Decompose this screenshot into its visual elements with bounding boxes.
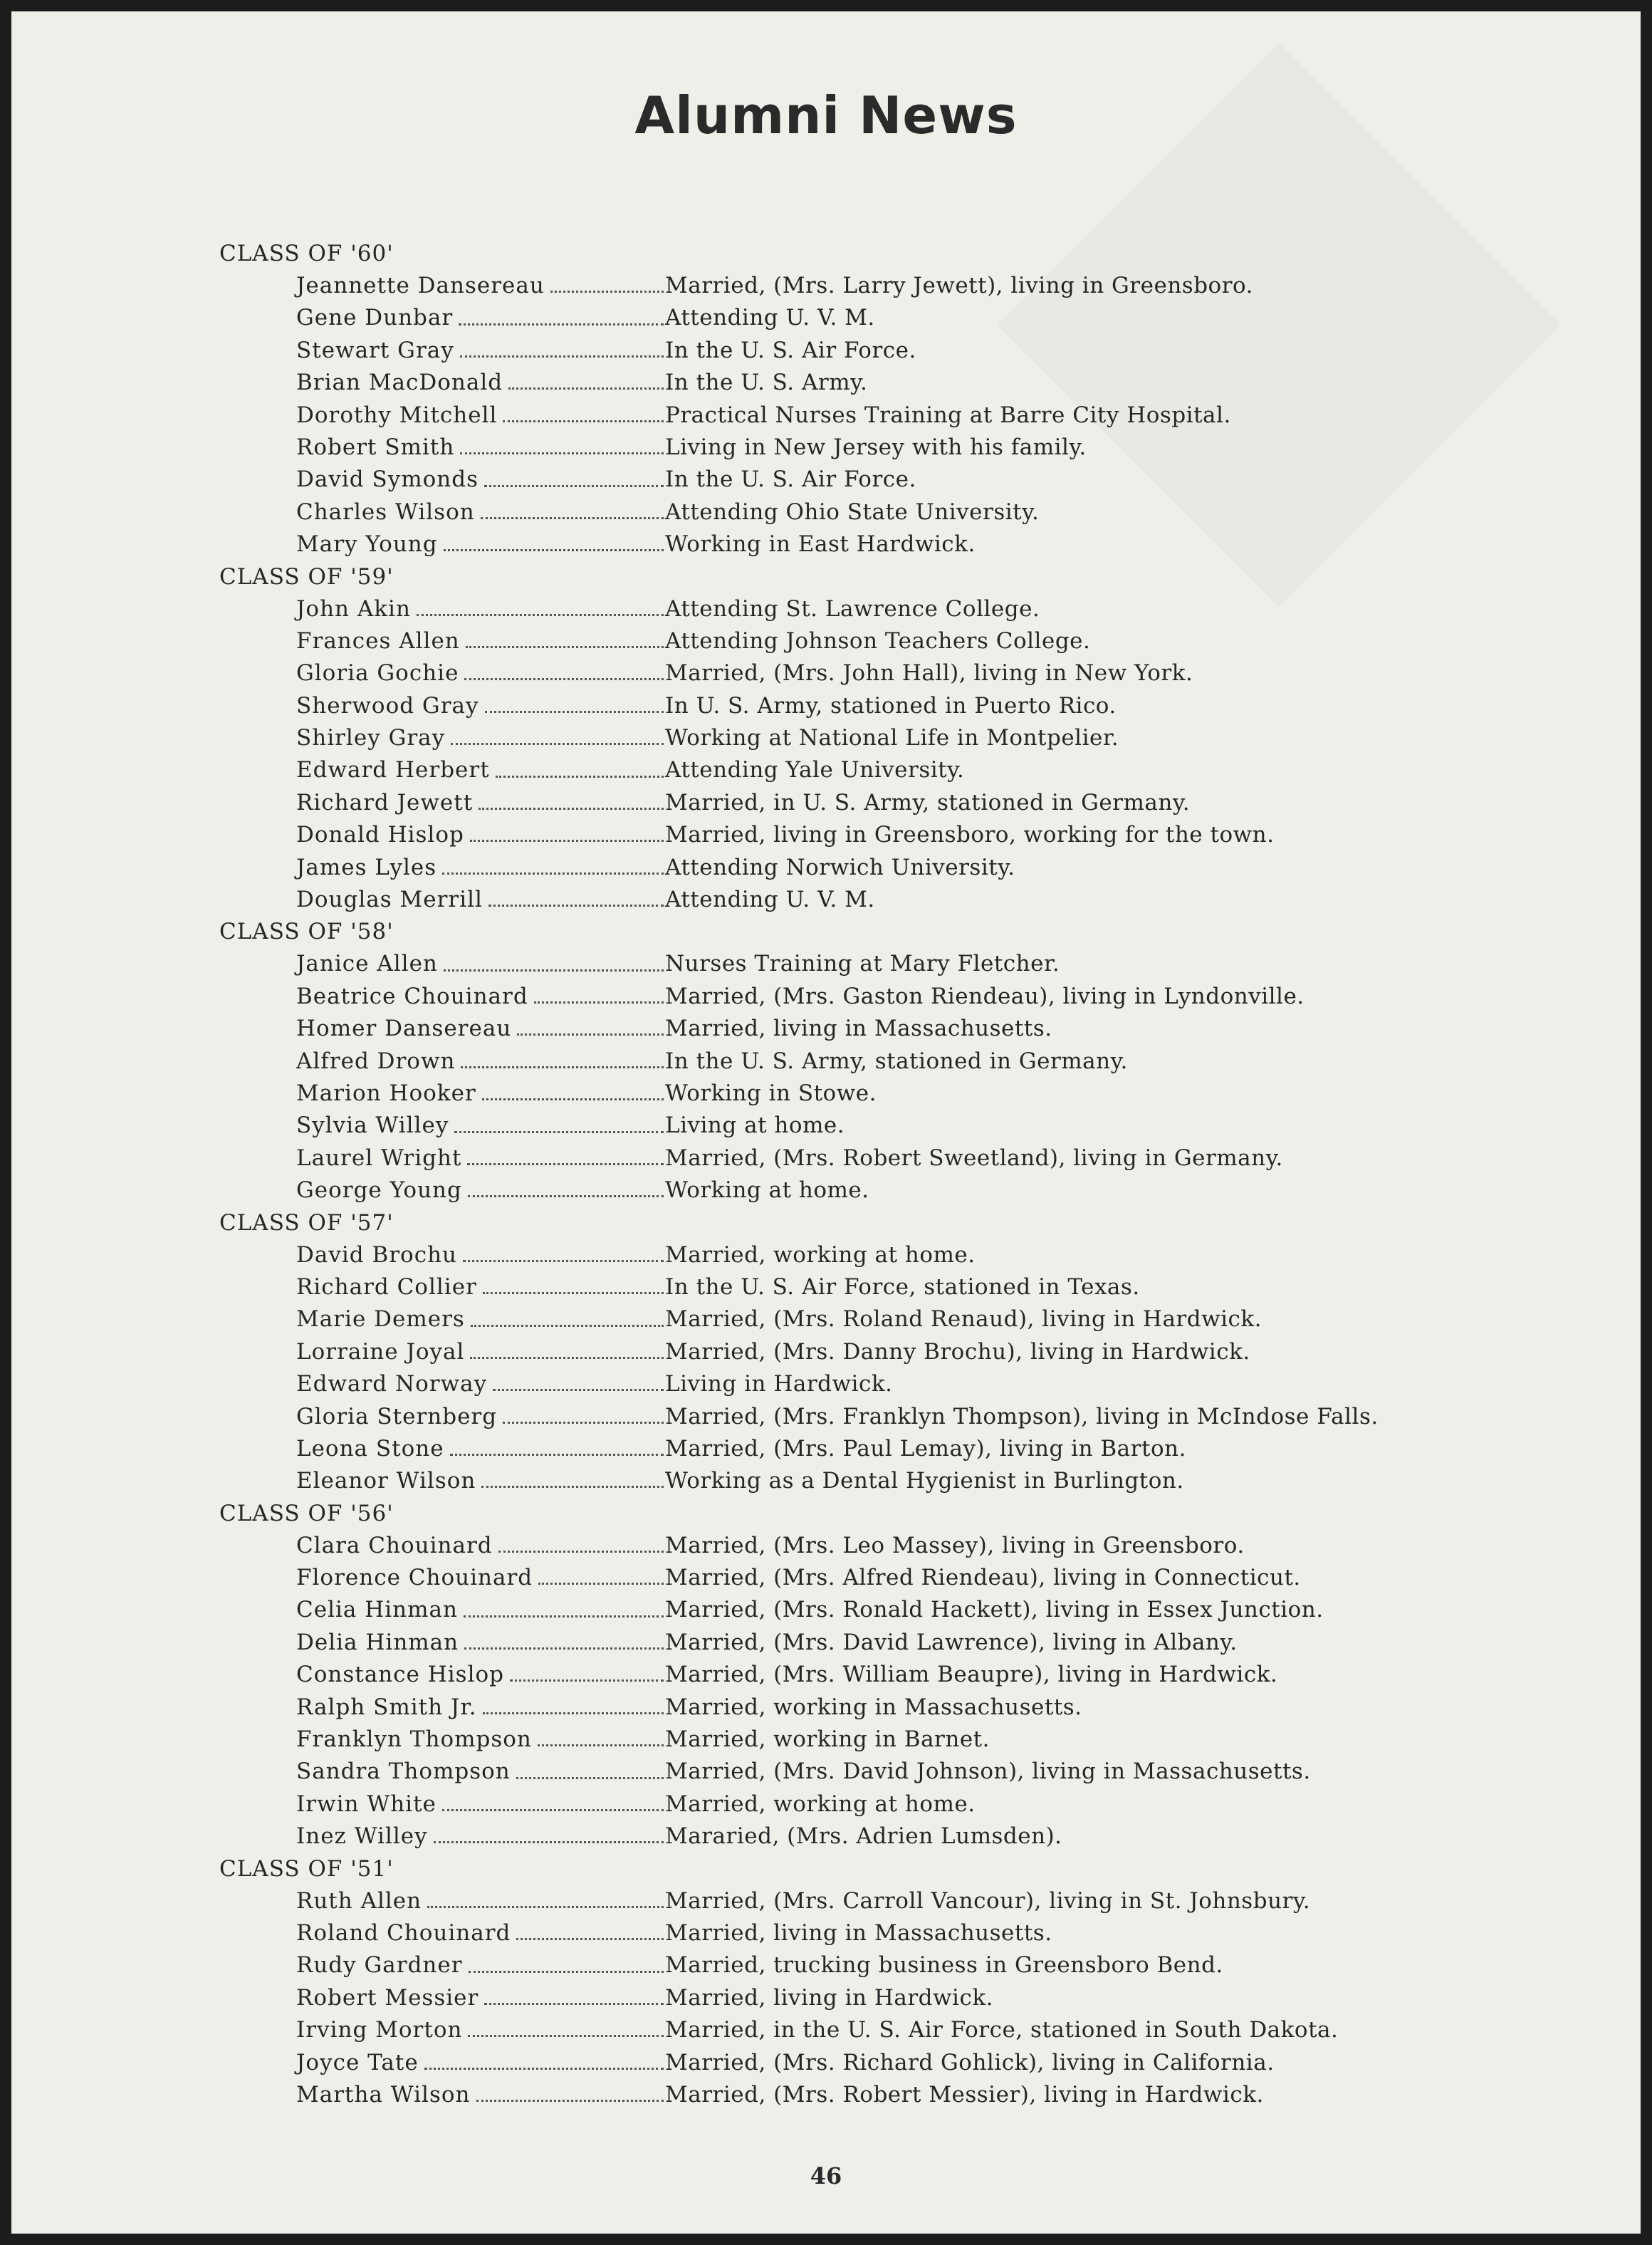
alumni-status: Married, (Mrs. Leo Massey), living in Greensboro. [665,1532,1245,1558]
alumni-entry [208,819,1461,851]
class-section [208,561,1461,917]
dot-leader [471,1325,664,1327]
alumni-name: Frances Allen [296,627,460,654]
alumni-name-cell [208,1303,664,1335]
alumni-name: Clara Chouinard [296,1532,493,1558]
alumni-name-cell [208,657,664,689]
dot-leader [444,969,664,972]
alumni-entry [208,2047,1461,2079]
dot-leader [468,1195,664,1197]
alumni-entry [208,1756,1461,1788]
dot-leader [510,1679,664,1682]
class-heading: CLASS OF '56' [219,1500,394,1526]
alumni-status: Practical Nurses Training at Barre City Hospital. [665,402,1231,428]
alumni-status: Married, living in Hardwick. [665,1984,993,2011]
dot-leader [550,291,664,293]
alumni-name-cell [208,884,664,916]
alumni-entry [208,1562,1461,1594]
alumni-status: Living in New Jersey with his family. [665,434,1087,460]
alumni-status: Married, (Mrs. Alfred Riendeau), living in Connecticut. [665,1565,1301,1591]
alumni-entry [208,1142,1461,1174]
alumni-entry [208,335,1461,367]
alumni-entry [208,1174,1461,1207]
dot-leader [496,776,664,778]
dot-leader [484,485,664,487]
alumni-entry [208,302,1461,334]
alumni-entry [208,367,1461,399]
alumni-status: Married, working at home. [665,1241,976,1268]
alumni-status: Attending St. Lawrence College. [665,595,1040,622]
class-heading: CLASS OF '59' [219,563,394,590]
alumni-name: Gene Dunbar [296,305,454,331]
class-heading: CLASS OF '60' [219,241,394,266]
alumni-name-cell [208,1788,664,1821]
alumni-entry [208,1917,1461,1949]
dot-leader [467,1163,664,1165]
alumni-status: Living at home. [665,1113,845,1139]
page-number: 46 [810,2162,842,2189]
alumni-name-cell [208,1046,664,1078]
alumni-name: Beatrice Chouinard [296,983,528,1009]
alumni-name: Celia Hinman [296,1597,458,1623]
alumni-name: Leona Stone [296,1435,444,1462]
alumni-entry [208,593,1461,625]
alumni-name-cell [208,302,664,334]
alumni-name-cell [208,1594,664,1626]
alumni-name-cell [208,1530,664,1562]
alumni-name-cell [208,432,664,464]
alumni-name: Janice Allen [296,951,438,977]
alumni-name: Ralph Smith Jr. [296,1694,477,1720]
alumni-status: Attending Yale University. [665,757,965,783]
alumni-name: George Young [296,1177,462,1204]
alumni-status: Married, (Mrs. Roland Renaud), living in Hardwick. [665,1306,1262,1333]
alumni-status: Married, (Mrs. Richard Gohlick), living in California. [665,2049,1275,2075]
alumni-name: Sherwood Gray [296,692,479,719]
alumni-name: Edward Herbert [296,757,490,783]
alumni-name: Dorothy Mitchell [296,402,498,428]
alumni-name-cell [208,1949,664,1981]
alumni-name-cell [208,1659,664,1691]
dot-leader [442,873,664,875]
alumni-status: Married, working in Barnet. [665,1726,990,1753]
alumni-name-cell [208,1078,664,1110]
alumni-name: David Brochu [296,1241,458,1268]
dot-leader [469,1971,664,1973]
dot-leader [450,1454,664,1456]
alumni-entry [208,1433,1461,1465]
alumni-status: Working as a Dental Hygienist in Burlington. [665,1468,1184,1494]
alumni-name: Inez Willey [296,1823,428,1850]
class-heading: CLASS OF '51' [219,1855,394,1882]
alumni-name-cell [208,690,664,722]
alumni-entry [208,1692,1461,1724]
alumni-name: Marie Demers [296,1306,465,1333]
alumni-name-cell [208,1271,664,1303]
alumni-entry [208,2079,1461,2111]
alumni-status: Married, living in Massachusetts. [665,1016,1052,1042]
dot-leader [508,387,664,390]
alumni-name: Sandra Thompson [296,1759,511,1785]
class-heading: CLASS OF '57' [219,1209,394,1236]
dot-leader [444,549,664,551]
dot-leader [470,1357,664,1359]
alumni-entry [208,1982,1461,2014]
alumni-status: Married, living in Massachusetts. [665,1920,1052,1946]
alumni-name-cell [208,948,664,980]
alumni-status: In the U. S. Air Force. [665,337,916,363]
alumni-name: Douglas Merrill [296,887,483,913]
dot-leader [481,517,664,519]
alumni-name: Martha Wilson [296,2081,471,2108]
dot-leader [454,1131,664,1133]
dot-leader [516,1777,664,1779]
class-section [208,916,1461,1207]
alumni-name: Gloria Gochie [296,660,459,687]
alumni-name: Stewart Gray [296,337,454,363]
alumni-entry [208,464,1461,496]
alumni-name: Gloria Sternberg [296,1403,498,1429]
dot-leader [479,808,664,810]
alumni-entry [208,496,1461,528]
alumni-status: In the U. S. Army, stationed in Germany. [665,1048,1128,1074]
alumni-name-cell [208,1174,664,1207]
class-section [208,1207,1461,1498]
alumni-name: John Akin [296,595,411,622]
alumni-status: Working in East Hardwick. [665,531,976,558]
alumni-status: In the U. S. Army. [665,370,868,396]
alumni-name-cell [208,2079,664,2111]
alumni-name-cell [208,625,664,657]
alumni-entry [208,1303,1461,1335]
alumni-name-cell [208,754,664,786]
alumni-name-cell [208,335,664,367]
alumni-name: Charles Wilson [296,499,475,525]
alumni-entry [208,1724,1461,1756]
alumni-status: Married, (Mrs. Gaston Riendeau), living in Lyndonville. [665,983,1305,1009]
alumni-name-cell [208,1627,664,1659]
alumni-entry [208,754,1461,786]
dot-leader [460,452,664,454]
alumni-status: Married, in U. S. Army, stationed in Germany. [665,789,1191,816]
dot-leader [470,840,664,842]
dot-leader [481,1486,664,1488]
dot-leader [459,323,664,325]
alumni-entry [208,1659,1461,1691]
alumni-status: Attending Norwich University. [665,854,1015,880]
alumni-name: Florence Chouinard [296,1565,533,1591]
alumni-status: Married, (Mrs. Larry Jewett), living in Greensboro. [665,273,1253,298]
alumni-name: Robert Smith [296,434,455,460]
alumni-entry [208,1336,1461,1368]
alumni-name: Sylvia Willey [296,1113,449,1139]
alumni-status: Married, (Mrs. John Hall), living in New York. [665,660,1193,687]
alumni-status: In U. S. Army, stationed in Puerto Rico. [665,692,1117,719]
alumni-name: Lorraine Joyal [296,1338,465,1365]
alumni-name: Brian MacDonald [296,370,503,396]
alumni-name: Irwin White [296,1791,436,1817]
alumni-name: Roland Chouinard [296,1920,511,1946]
alumni-entry [208,1110,1461,1142]
alumni-name-cell [208,1368,664,1400]
alumni-entry [208,787,1461,819]
alumni-name: James Lyles [296,854,437,880]
alumni-entry [208,1465,1461,1497]
alumni-name: Jeannette Dansereau [296,273,545,298]
alumni-name: David Symonds [296,467,479,493]
alumni-status: Married, (Mrs. Robert Sweetland), living in Germany. [665,1145,1283,1171]
dot-leader [538,1583,664,1585]
alumni-name: Mary Young [296,531,438,558]
alumni-status: Nurses Training at Mary Fletcher. [665,951,1060,977]
dot-leader [503,1422,664,1424]
alumni-entry [208,657,1461,689]
alumni-name: Robert Messier [296,1984,479,2011]
alumni-name-cell [208,1239,664,1271]
alumni-status: In the U. S. Air Force. [665,467,916,493]
dot-leader [463,1260,664,1262]
alumni-name-cell [208,1885,664,1917]
alumni-name: Homer Dansereau [296,1016,512,1042]
alumni-name-cell [208,1982,664,2014]
dot-leader [466,646,664,648]
alumni-entry [208,528,1461,561]
alumni-status: Married, (Mrs. Robert Messier), living in Hardwick. [665,2081,1264,2108]
yearbook-page [11,11,1641,2234]
alumni-name: Richard Collier [296,1273,477,1300]
alumni-entry [208,690,1461,722]
alumni-status: Married, living in Greensboro, working for the town. [665,822,1275,848]
dot-leader [485,711,664,713]
dot-leader [517,1033,664,1036]
alumni-name-cell [208,787,664,819]
alumni-entry [208,1401,1461,1433]
alumni-status: Married, (Mrs. Franklyn Thompson), living in McIndose Falls. [665,1403,1379,1429]
dot-leader [476,2100,664,2102]
alumni-entry [208,884,1461,916]
alumni-name-cell [208,496,664,528]
alumni-name-cell [208,1401,664,1433]
alumni-status: Attending U. V. M. [665,305,875,331]
alumni-name: Ruth Allen [296,1887,422,1914]
alumni-list [208,238,1461,2111]
alumni-entry [208,1013,1461,1045]
alumni-entry [208,432,1461,464]
alumni-name: Eleanor Wilson [296,1468,476,1494]
alumni-name-cell [208,2047,664,2079]
alumni-status: Working in Stowe. [665,1080,877,1106]
dot-leader [417,614,664,616]
alumni-entry [208,1078,1461,1110]
dot-leader [424,2068,664,2070]
alumni-status: Working at home. [665,1177,869,1204]
alumni-name-cell [208,1465,664,1497]
alumni-entry [208,1949,1461,1981]
alumni-status: Attending Ohio State University. [665,499,1040,525]
alumni-entry [208,270,1461,302]
dot-leader [488,905,664,907]
alumni-name-cell [208,528,664,561]
alumni-name-cell [208,1142,664,1174]
alumni-name: Laurel Wright [296,1145,462,1171]
dot-leader [427,1906,664,1908]
class-section [208,238,1461,561]
class-section [208,1853,1461,2112]
alumni-name: Irving Morton [296,2017,463,2043]
alumni-name-cell [208,1013,664,1045]
dot-leader [434,1841,664,1843]
dot-leader [538,1744,664,1746]
alumni-entry [208,1530,1461,1562]
dot-leader [460,355,664,358]
alumni-status: Living in Hardwick. [665,1371,893,1397]
alumni-entry [208,1885,1461,1917]
alumni-entry [208,1627,1461,1659]
alumni-name-cell [208,1692,664,1724]
dot-leader [534,1001,664,1004]
dot-leader [461,1066,664,1068]
alumni-name: Joyce Tate [296,2049,419,2075]
dot-leader [482,1098,664,1100]
alumni-name-cell [208,1562,664,1594]
alumni-name: Constance Hislop [296,1662,505,1688]
alumni-name-cell [208,593,664,625]
alumni-name-cell [208,1756,664,1788]
dot-leader [498,1551,664,1553]
dot-leader [442,1809,664,1811]
alumni-name: Edward Norway [296,1371,488,1397]
alumni-status: Married, working at home. [665,1791,976,1817]
alumni-status: Working at National Life in Montpelier. [665,725,1119,751]
alumni-name-cell [208,270,664,302]
alumni-entry [208,400,1461,432]
alumni-status: In the U. S. Air Force, stationed in Texas. [665,1273,1140,1300]
alumni-status: Married, (Mrs. Danny Brochu), living in Hardwick. [665,1338,1250,1365]
alumni-name: Donald Hislop [296,822,464,848]
alumni-name-cell [208,1433,664,1465]
alumni-name: Delia Hinman [296,1629,459,1655]
dot-leader [468,2035,664,2037]
dot-leader [483,1292,664,1294]
alumni-status: Attending Johnson Teachers College. [665,627,1091,654]
alumni-entry [208,1368,1461,1400]
dot-leader [464,678,664,680]
alumni-entry [208,1788,1461,1821]
alumni-status: Married, trucking business in Greensboro Bend. [665,1952,1223,1979]
alumni-name-cell [208,1821,664,1853]
alumni-name-cell [208,1724,664,1756]
alumni-status: Married, (Mrs. Carroll Vancour), living in St. Johnsbury. [665,1887,1311,1914]
alumni-status: Married, (Mrs. David Lawrence), living in Albany. [665,1629,1238,1655]
alumni-name: Franklyn Thompson [296,1726,532,1753]
alumni-status: Married, working in Massachusetts. [665,1694,1082,1720]
alumni-name-cell [208,1917,664,1949]
alumni-name-cell [208,1336,664,1368]
alumni-entry [208,981,1461,1013]
alumni-entry [208,948,1461,980]
dot-leader [483,1712,664,1714]
alumni-name-cell [208,367,664,399]
alumni-name-cell [208,1110,664,1142]
alumni-name-cell [208,722,664,754]
alumni-entry [208,1271,1461,1303]
alumni-entry [208,722,1461,754]
alumni-status: Married, (Mrs. William Beaupre), living in Hardwick. [665,1662,1278,1688]
alumni-name-cell [208,400,664,432]
alumni-name: Richard Jewett [296,789,474,816]
alumni-name-cell [208,2014,664,2046]
alumni-name: Shirley Gray [296,725,446,751]
alumni-status: Married, in the U. S. Air Force, stationed in South Dakota. [665,2017,1339,2043]
alumni-name: Marion Hooker [296,1080,476,1106]
class-section [208,1498,1461,1853]
alumni-name-cell [208,981,664,1013]
alumni-entry [208,2014,1461,2046]
alumni-status: Mararied, (Mrs. Adrien Lumsden). [665,1823,1062,1850]
alumni-status: Married, (Mrs. David Johnson), living in Massachusetts. [665,1759,1311,1785]
alumni-entry [208,1594,1461,1626]
alumni-entry [208,625,1461,657]
dot-leader [503,420,664,422]
alumni-status: Married, (Mrs. Paul Lemay), living in Barton. [665,1435,1186,1462]
alumni-entry [208,1821,1461,1853]
page-title: Alumni News [634,85,1018,145]
alumni-name-cell [208,852,664,884]
dot-leader [484,2003,664,2005]
alumni-name: Rudy Gardner [296,1952,463,1979]
alumni-status: Married, (Mrs. Ronald Hackett), living in Essex Junction. [665,1597,1324,1623]
dot-leader [493,1389,664,1391]
alumni-entry [208,1046,1461,1078]
dot-leader [451,743,664,745]
class-heading: CLASS OF '58' [219,919,394,945]
alumni-name-cell [208,464,664,496]
alumni-name: Alfred Drown [296,1048,456,1074]
alumni-entry [208,852,1461,884]
alumni-status: Attending U. V. M. [665,887,875,913]
alumni-entry [208,1239,1461,1271]
dot-leader [464,1647,664,1650]
dot-leader [516,1938,664,1940]
dot-leader [464,1615,664,1618]
alumni-name-cell [208,819,664,851]
